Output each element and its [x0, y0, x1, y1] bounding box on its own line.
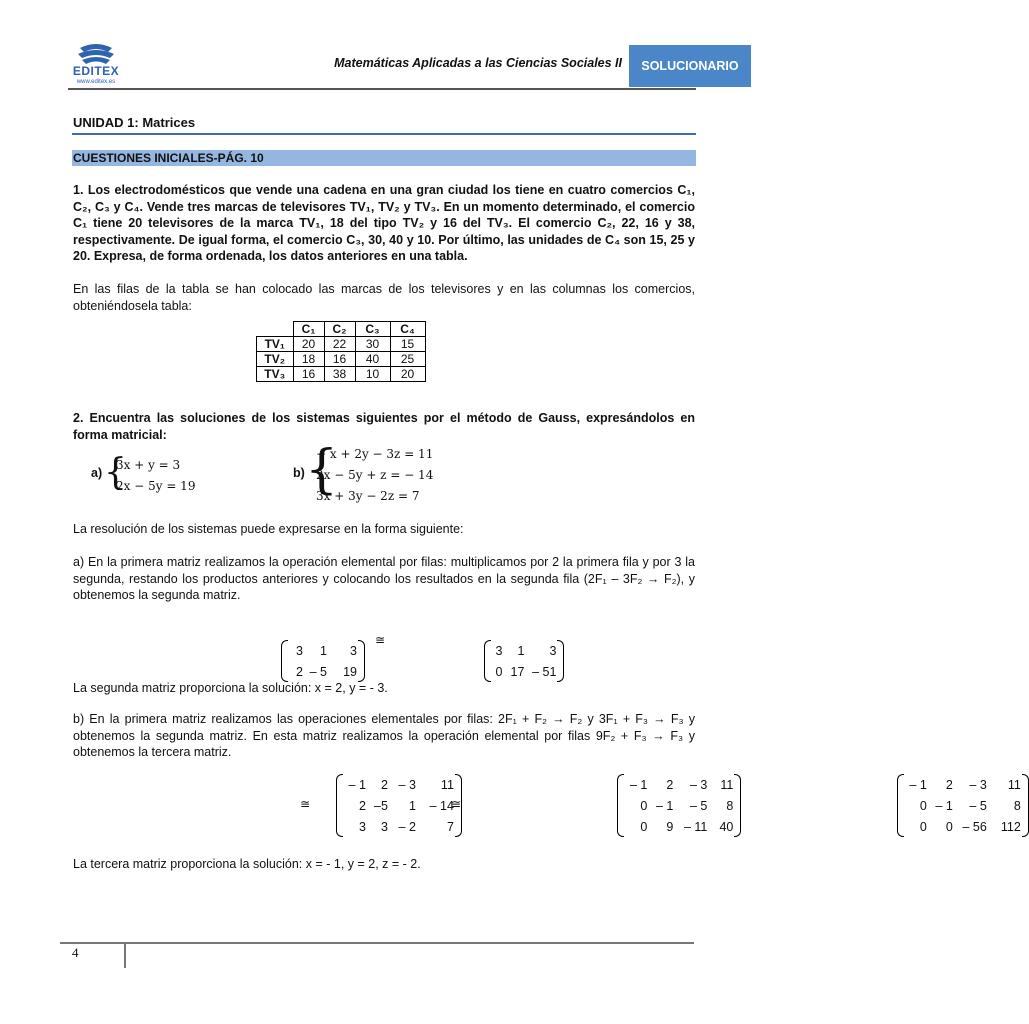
- unit-title: UNIDAD 1: Matrices: [73, 115, 196, 130]
- header-rule: [68, 88, 696, 90]
- matrix-cell: – 5: [969, 798, 987, 813]
- table-cell: 20: [293, 337, 324, 352]
- matrix-cell: 0: [919, 798, 927, 813]
- matrix-cell: 11: [1007, 777, 1021, 792]
- matrix-cell: – 3: [689, 777, 708, 792]
- matrix-cell: – 5: [689, 798, 708, 813]
- system-a-brace: {: [104, 452, 127, 493]
- table-row: [257, 337, 426, 352]
- matrix-cell: 0: [919, 819, 927, 834]
- matrix-cell: 17: [510, 664, 525, 679]
- matrix-cell: 112: [1000, 819, 1021, 834]
- matrix-cell: – 56: [962, 819, 987, 834]
- section-title: CUESTIONES INICIALES-PÁG. 10: [72, 150, 696, 166]
- header-title: Matemáticas Aplicadas a las Ciencias Sociales II: [334, 56, 622, 70]
- matrix-cell: 0: [640, 819, 648, 834]
- matrix-cell: 0: [640, 798, 648, 813]
- table-header: C₄: [390, 322, 425, 337]
- resolution-intro: La resolución de los sistemas puede expresarse en la forma siguiente:: [73, 522, 464, 536]
- matrix-cell: – 1: [909, 777, 927, 792]
- table-cell: 20: [390, 367, 425, 382]
- system-b-label: b): [293, 466, 305, 480]
- table-header: C₂: [324, 322, 355, 337]
- system-b: [316, 444, 433, 507]
- part-a-text: a) En la primera matriz realizamos la operación elemental por filas: multiplicamos por 2 la primera fila y por 3 la segunda, restando los productos anteriores y colocando los resultados en la segunda fila (2F₁ – 3F₂ → F₂), y obtenemos la segunda matriz.: [73, 555, 695, 602]
- logo-url: www.editex.es: [76, 79, 116, 85]
- solucionario-badge: SOLUCIONARIO: [629, 45, 751, 87]
- matrix-cell: – 3: [969, 777, 987, 792]
- table-cell: 22: [324, 337, 355, 352]
- matrix-cell: – 3: [398, 777, 416, 792]
- question-1: 1. Los electrodomésticos que vende una cadena en una gran ciudad los tiene en cuatro comercios C₁, C₂, C₃ y C₄. Vende tres marcas de televisores TV₁, TV₂ y TV₃. En un momento determinado, el comercio C₁ tiene 20 televisores de la marca TV₁, 18 del tipo TV₂ y 16 del TV₃. El comercio C₂, 22, 16 y 38, respectivamente. De igual forma, el comercio C₃, 30, 40 y 10. Por último, las unidades de C₄ son 15, 25 y 20. Expresa, de forma ordenada, los datos anteriores en una tabla.: [73, 183, 695, 263]
- matrix-cell: – 1: [935, 798, 953, 813]
- table-cell: 15: [390, 337, 425, 352]
- table-header-row: [257, 322, 426, 337]
- matrix-b1: [336, 774, 462, 837]
- table-row-label: TV₁: [257, 337, 294, 352]
- equiv-symbol: ≅: [375, 633, 386, 647]
- system-a-label: a): [91, 466, 103, 480]
- matrix-cell: 3: [380, 819, 388, 834]
- editex-logo: [68, 40, 124, 92]
- matrix-cell: – 11: [683, 819, 708, 834]
- matrix-cell: 2: [380, 777, 388, 792]
- table-cell: 18: [293, 352, 324, 367]
- table-cell: 30: [355, 337, 390, 352]
- matrix-cell: 11: [440, 777, 454, 792]
- table-cell: 38: [324, 367, 355, 382]
- matrix-b2: [617, 774, 741, 837]
- matrix-cell: 7: [446, 819, 454, 834]
- equation: 2x − 5y + z = − 14: [316, 468, 434, 482]
- matrix-cell: 8: [1013, 798, 1021, 813]
- table-cell: 40: [355, 352, 390, 367]
- matrix-cell: 9: [666, 819, 674, 834]
- table-row: [257, 352, 426, 367]
- page-number: 4: [72, 945, 79, 960]
- matrix-cell: 3: [549, 643, 557, 658]
- table-cell: 10: [355, 367, 390, 382]
- matrix-a1: [281, 640, 365, 682]
- matrix-cell: 40: [719, 819, 734, 834]
- table-row: [257, 367, 426, 382]
- table-corner: [257, 322, 294, 337]
- matrix-cell: 0: [495, 664, 503, 679]
- matrix-cell: 0: [945, 819, 953, 834]
- matrix-cell: – 5: [309, 664, 327, 679]
- tv-table: [256, 321, 426, 382]
- matrix-a2: [484, 640, 564, 682]
- part-b-text: b) En la primera matriz realizamos las operaciones elementales por filas: 2F₁ + F₂ → F₂ y 3F₁ + F₃ → F₃ y obtenemos la segunda matriz. En esta matriz realizamos la operación elemental por filas 9F₂ + F₃ → F₃ y obtenemos la tercera matriz.: [73, 712, 695, 759]
- table-cell: 16: [293, 367, 324, 382]
- matrix-cell: – 2: [398, 819, 416, 834]
- matrix-cell: – 14: [429, 798, 454, 813]
- answer-1: En las filas de la tabla se han colocado las marcas de los televisores y en las columnas los comercios, obteniéndosela tabla:: [73, 282, 695, 313]
- matrix-b3: [897, 774, 1029, 837]
- logo-wordmark: EDITEX: [72, 64, 120, 78]
- equation: 3x + 3y − 2z = 7: [316, 489, 420, 503]
- matrix-cell: 3: [358, 819, 366, 834]
- matrix-cell: – 1: [348, 777, 366, 792]
- matrix-cell: 1: [408, 798, 416, 813]
- matrix-cell: 1: [320, 643, 327, 658]
- matrix-cell: 19: [343, 664, 357, 679]
- unit-rule: [72, 133, 696, 135]
- matrix-cell: 1: [517, 643, 525, 658]
- table-header: C₃: [355, 322, 390, 337]
- matrix-cell: 3: [495, 643, 503, 658]
- solution-a: La segunda matriz proporciona la solución: x = 2, y = - 3.: [73, 681, 388, 695]
- footer-rule: [60, 942, 694, 944]
- matrix-cell: – 51: [532, 664, 557, 679]
- equation: − x + 2y − 3z = 11: [316, 447, 434, 461]
- equation: 2x − 5y = 19: [116, 479, 196, 493]
- table-cell: 25: [390, 352, 425, 367]
- matrix-cell: 2: [358, 798, 366, 813]
- matrix-cell: – 1: [629, 777, 648, 792]
- equiv-symbol: ≅: [451, 797, 462, 811]
- solution-b: La tercera matriz proporciona la solución: x = - 1, y = 2, z = - 2.: [73, 857, 421, 871]
- footer-divider: [124, 944, 126, 968]
- table-row-label: TV₂: [257, 352, 294, 367]
- matrix-cell: 2: [296, 664, 303, 679]
- matrix-cell: 11: [720, 777, 734, 792]
- equation: 3x + y = 3: [116, 458, 181, 472]
- matrix-cell: 3: [296, 643, 303, 658]
- question-2: 2. Encuentra las soluciones de los sistemas siguientes por el método de Gauss, expresándolos en forma matricial:: [73, 411, 695, 442]
- system-a: [116, 455, 195, 497]
- matrix-cell: 3: [350, 643, 357, 658]
- matrix-cell: 8: [726, 798, 734, 813]
- table-cell: 16: [324, 352, 355, 367]
- matrix-cell: 2: [945, 777, 953, 792]
- table-row-label: TV₃: [257, 367, 294, 382]
- table-header: C₁: [293, 322, 324, 337]
- matrix-cell: 2: [666, 777, 674, 792]
- matrix-cell: –5: [374, 798, 388, 813]
- matrix-cell: – 1: [655, 798, 674, 813]
- system-b-brace: {: [305, 440, 339, 500]
- equiv-symbol: ≅: [300, 797, 311, 811]
